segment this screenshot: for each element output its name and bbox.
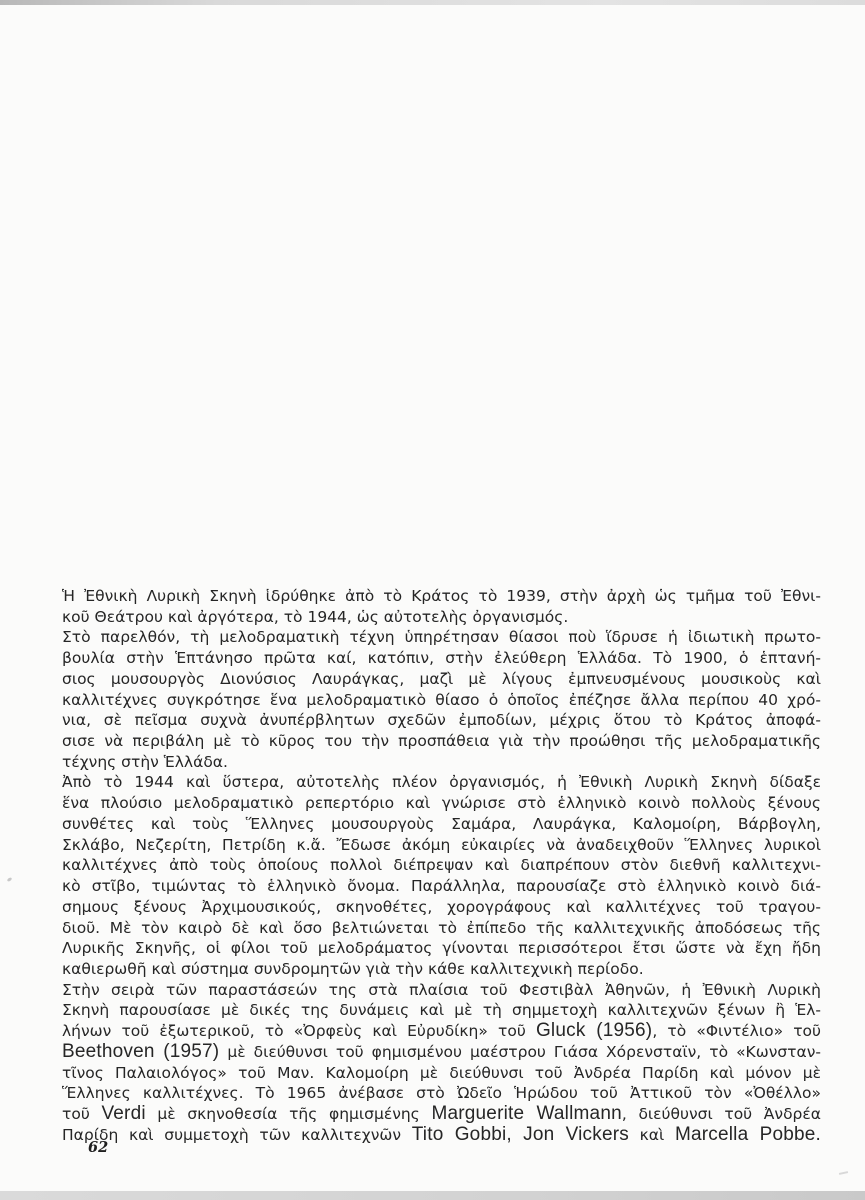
scan-edge-top	[0, 0, 865, 5]
latin-name: Gluck (1956)	[535, 1020, 653, 1042]
scan-artifact-mark	[839, 1171, 848, 1175]
latin-name: Beethoven (1957)	[62, 1040, 220, 1062]
latin-name: Marguerite Wallmann	[431, 1102, 622, 1124]
text-line: σιος μουσουργὸς Διονύσιος Λαυράγκας, μαζὶ μὲ λίγους ἐμπνευσμένους μουσικοὺς καὶ	[62, 669, 821, 688]
text-line: συνθέτες καὶ τοὺς Ἕλληνες μουσουργοὺς Σαμάρα, Λαυράγκα, Καλομοίρη, Βάρβογλη,	[62, 814, 821, 833]
text-line: καλλιτέχνες συγκρότησε ἕνα μελοδραματικὸ θίασο ὁ ὁποῖος ἐπέζησε ἄλλα περίπου 40 χρό-	[62, 690, 821, 709]
text-line: Ἡ Ἐθνικὴ Λυρικὴ Σκηνὴ ἱδρύθηκε ἀπὸ τὸ Κράτος τὸ 1939, στὴν ἀρχὴ ὡς τμῆμα τοῦ Ἐθνι-	[62, 587, 821, 605]
text-line: καθιερωθῆ καὶ σύστημα συνδρομητῶν γιὰ τὴν κάθε καλλιτεχνικὴ περίοδο.	[62, 959, 644, 978]
text-line: Σκηνὴ παρουσίασε μὲ δικές της δυνάμεις καὶ μὲ τὴ σημμετοχὴ καλλιτεχνῶν ξένων ἢ Ἑλ-	[62, 1001, 821, 1020]
body-text	[62, 586, 821, 1145]
text-line: Στὴν σειρὰ τῶν παραστάσεών της στὰ πλαίσια τοῦ Φεστιβὰλ Ἀθηνῶν, ἡ Ἐθνικὴ Λυρικὴ	[62, 980, 821, 999]
text-line: Ἕλληνες καλλιτέχνες. Τὸ 1965 ἀνέβασε στὸ Ὠδεῖο Ἡρώδου τοῦ Ἀττικοῦ τὸν «Ὀθέλλο»	[62, 1084, 821, 1103]
text-line: Ἀπὸ τὸ 1944 καὶ ὕστερα, αὐτοτελὴς πλέον ὀργανισμός, ἡ Ἐθνικὴ Λυρικὴ Σκηνὴ δίδαξε	[62, 773, 821, 792]
text-line: σημους ξένους Ἀρχιμουσικούς, σκηνοθέτες, χορογράφους καὶ καλλιτέχνες τοῦ τραγου-	[62, 897, 821, 916]
text-line: καλλιτέχνες ἀπὸ τοὺς ὁποίους πολλοὶ διέπρεψαν καὶ διαπρέπουν στὸν διεθνῆ καλλιτεχνι-	[62, 856, 821, 875]
text-line: τοῦ Verdi μὲ σκηνοθεσία τῆς φημισμένης Marguerite Wallmann, διεύθυνσι τοῦ Ἀνδρέα	[62, 1102, 821, 1124]
text-line: λήνων τοῦ ἐξωτερικοῦ, τὸ «Ὀρφεὺς καὶ Εὐρυδίκη» τοῦ Gluck (1956), τὸ «Φιντέλιο» τοῦ	[62, 1020, 821, 1042]
text-line: Σκλάβο, Νεζερίτη, Πετρίδη κ.ἄ. Ἔδωσε ἀκόμη εὐκαιρίες νὰ ἀναδειχθοῦν Ἕλληνες λυρικοὶ	[62, 835, 821, 854]
text-line: κοῦ Θεάτρου καὶ ἀργότερα, τὸ 1944, ὡς αὐτοτελὴς ὀργανισμός.	[62, 607, 569, 626]
text-line: διοῦ. Μὲ τὸν καιρὸ δὲ καὶ ὅσο βελτιώνεται τὸ ἐπίπεδο τῆς καλλιτεχνικῆς ἀποδόσεως τῆς	[62, 918, 821, 937]
text-line: βουλία στὴν Ἑπτάνησο πρῶτα καί, κατόπιν, στὴν ἐλεύθερη Ἑλλάδα. Τὸ 1900, ὁ ἑπτανή-	[62, 649, 821, 668]
text-line: Στὸ παρελθόν, τὴ μελοδραματικὴ τέχνη ὑπηρέτησαν θίασοι ποὺ ἵδρυσε ἡ ἰδιωτικὴ πρωτο-	[62, 628, 821, 647]
latin-name: Verdi	[101, 1102, 146, 1124]
text-line: κὸ στῖβο, τιμώντας τὸ ἑλληνικὸ ὄνομα. Παράλληλα, παρουσίαζε στὸ ἑλληνικὸ κοινὸ διά-	[62, 877, 821, 896]
text-line: σισε νὰ περιβάλη μὲ τὸ κῦρος του τὴν προσπάθεια γιὰ τὴν προώθησι τῆς μελοδραματικῆς	[62, 732, 821, 751]
text-line: Λυρικῆς Σκηνῆς, οἱ φίλοι τοῦ μελοδράματος γίνονται περισσότεροι ἔτσι ὥστε νὰ ἔχη ἤδη	[62, 939, 821, 958]
scan-edge-bottom	[0, 1191, 865, 1200]
page-number: 62	[88, 1139, 109, 1156]
text-line: Παρίδη καὶ συμμετοχὴ τῶν καλλιτεχνῶν Tito Gobbi, Jon Vickers καὶ Marcella Pobbe.	[62, 1123, 821, 1145]
text-line: Beethoven (1957) μὲ διεύθυνσι τοῦ φημισμένου μαέστρου Γιάσα Χόρενσταϊν, τὸ «Κωνσταν-	[62, 1040, 821, 1062]
latin-name: Marcella Pobbe.	[674, 1123, 821, 1145]
text-line: νια, σὲ πεῖσμα συχνὰ ἀνυπέρβλητων σχεδῶν ἐμποδίων, μέχρις ὅτου τὸ Κράτος ἀποφά-	[62, 711, 821, 730]
scan-artifact-mark	[7, 877, 13, 882]
text-line: τῖνος Παλαιολόγος» τοῦ Μαν. Καλομοίρη μὲ διεύθυνσι τοῦ Ἀνδρέα Παρίδη καὶ μόνον μὲ	[62, 1063, 821, 1082]
text-line: τέχνης στὴν Ἑλλάδα.	[62, 752, 228, 771]
latin-name: Tito Gobbi, Jon Vickers	[411, 1123, 629, 1145]
text-line: ἕνα πλούσιο μελοδραματικὸ ρεπερτόριο καὶ γνώρισε στὸ ἑλληνικὸ κοινὸ πολλοὺς ξένους	[62, 794, 821, 813]
